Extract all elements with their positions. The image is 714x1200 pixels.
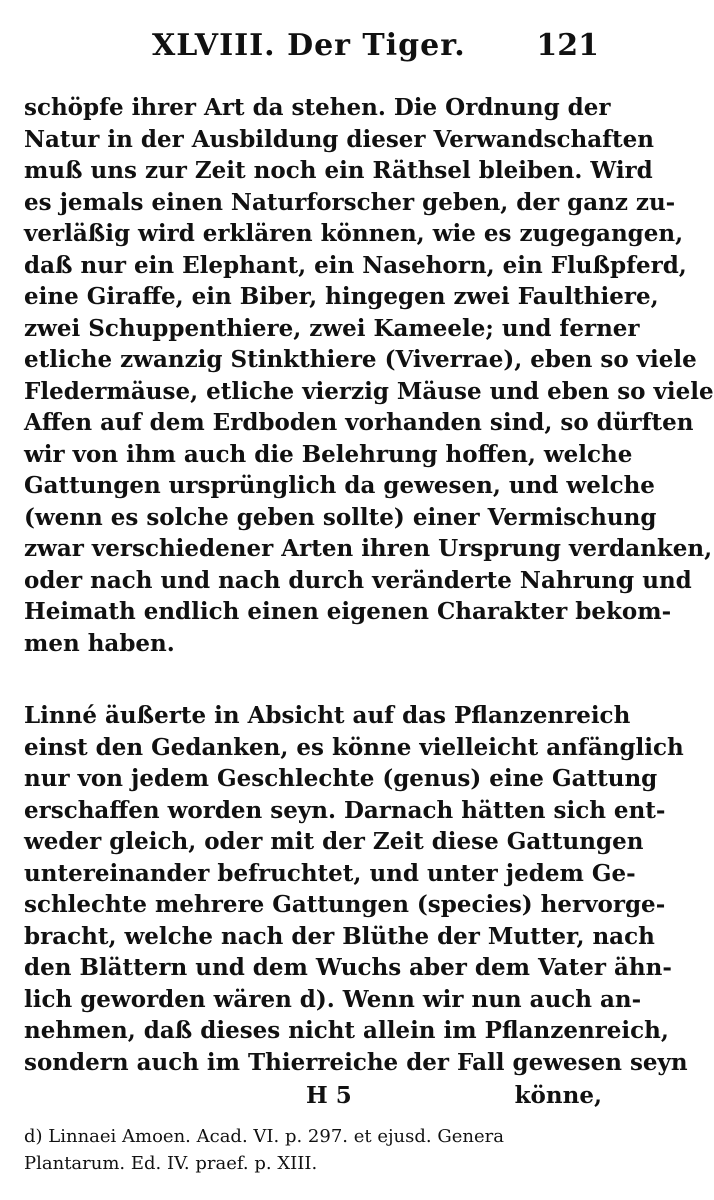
text-line: zwei Schuppenthiere, zwei Kameele; und ferner	[24, 314, 640, 342]
running-header	[140, 28, 599, 68]
text-line: verläßig wird erklären können, wie es zugegangen,	[24, 220, 684, 247]
text-line: Gattungen ursprünglich da gewesen, und welche	[24, 472, 655, 499]
text-line: schlechte mehrere Gattungen (species) hervorge-	[24, 891, 666, 918]
text-line: eine Giraffe, ein Biber, hingegen zwei Faulthiere,	[24, 283, 659, 310]
text-line: men haben.	[24, 629, 175, 657]
page-number: 121	[536, 28, 599, 63]
text-line: d) Linnaei Amoen. Acad. VI. p. 297. et ejusd. Genera	[24, 1126, 504, 1147]
paragraph-2	[24, 700, 688, 1078]
text-line: Linné äußerte in Absicht auf das Pflanzenreich	[24, 702, 631, 729]
text-line: lich geworden wären d). Wenn wir nun auch an-	[24, 985, 642, 1013]
text-line: Natur in der Ausbildung dieser Verwandschaften	[24, 125, 654, 153]
text-line: wir von ihm auch die Belehrung hoffen, welche	[24, 440, 633, 468]
text-line: Affen auf dem Erdboden vorhanden sind, so dürften	[24, 409, 694, 436]
text-line: zwar verschiedener Arten ihren Ursprung verdanken,	[24, 535, 713, 562]
catchword: könne,	[514, 1082, 602, 1109]
text-line: bracht, welche nach der Blüthe der Mutter, nach	[24, 922, 655, 950]
text-line: den Blättern und dem Wuchs aber dem Vater ähn-	[24, 954, 672, 981]
text-line: sondern auch im Thierreiche der Fall gewesen seyn	[24, 1048, 688, 1076]
text-line: oder nach und nach durch veränderte Nahrung und	[24, 566, 692, 594]
signature-mark: H 5	[306, 1082, 352, 1109]
text-line: Heimath endlich einen eigenen Charakter bekom-	[24, 598, 672, 625]
text-line: etliche zwanzig Stinkthiere (Viverrae), eben so viele	[24, 346, 697, 373]
text-line: weder gleich, oder mit der Zeit diese Gattungen	[24, 828, 644, 855]
text-line: Fledermäuse, etliche vierzig Mäuse und eben so viele	[24, 377, 714, 405]
footnote	[24, 1123, 602, 1177]
signature-row	[24, 1082, 602, 1114]
text-line: einst den Gedanken, es könne vielleicht anfänglich	[24, 733, 684, 761]
text-line: daß nur ein Elephant, ein Nasehorn, ein Flußpferd,	[24, 251, 687, 279]
text-line: (wenn es solche geben sollte) einer Vermischung	[24, 503, 657, 531]
text-line: nur von jedem Geschlechte (genus) eine Gattung	[24, 765, 658, 792]
text-line: erschaffen worden seyn. Darnach hätten sich ent-	[24, 796, 666, 824]
text-line: nehmen, daß dieses nicht allein im Pflanzenreich,	[24, 1017, 669, 1044]
text-line: Plantarum. Ed. IV. praef. p. XIII.	[24, 1153, 318, 1174]
text-line: muß uns zur Zeit noch ein Räthsel bleiben. Wird	[24, 157, 653, 184]
text-line: untereinander befruchtet, und unter jedem Ge-	[24, 859, 636, 887]
text-line: es jemals einen Naturforscher geben, der ganz zu-	[24, 188, 676, 216]
text-line: schöpfe ihrer Art da stehen. Die Ordnung der	[24, 94, 611, 121]
paragraph-1	[24, 92, 714, 659]
chapter-title: XLVIII. Der Tiger.	[152, 28, 466, 63]
